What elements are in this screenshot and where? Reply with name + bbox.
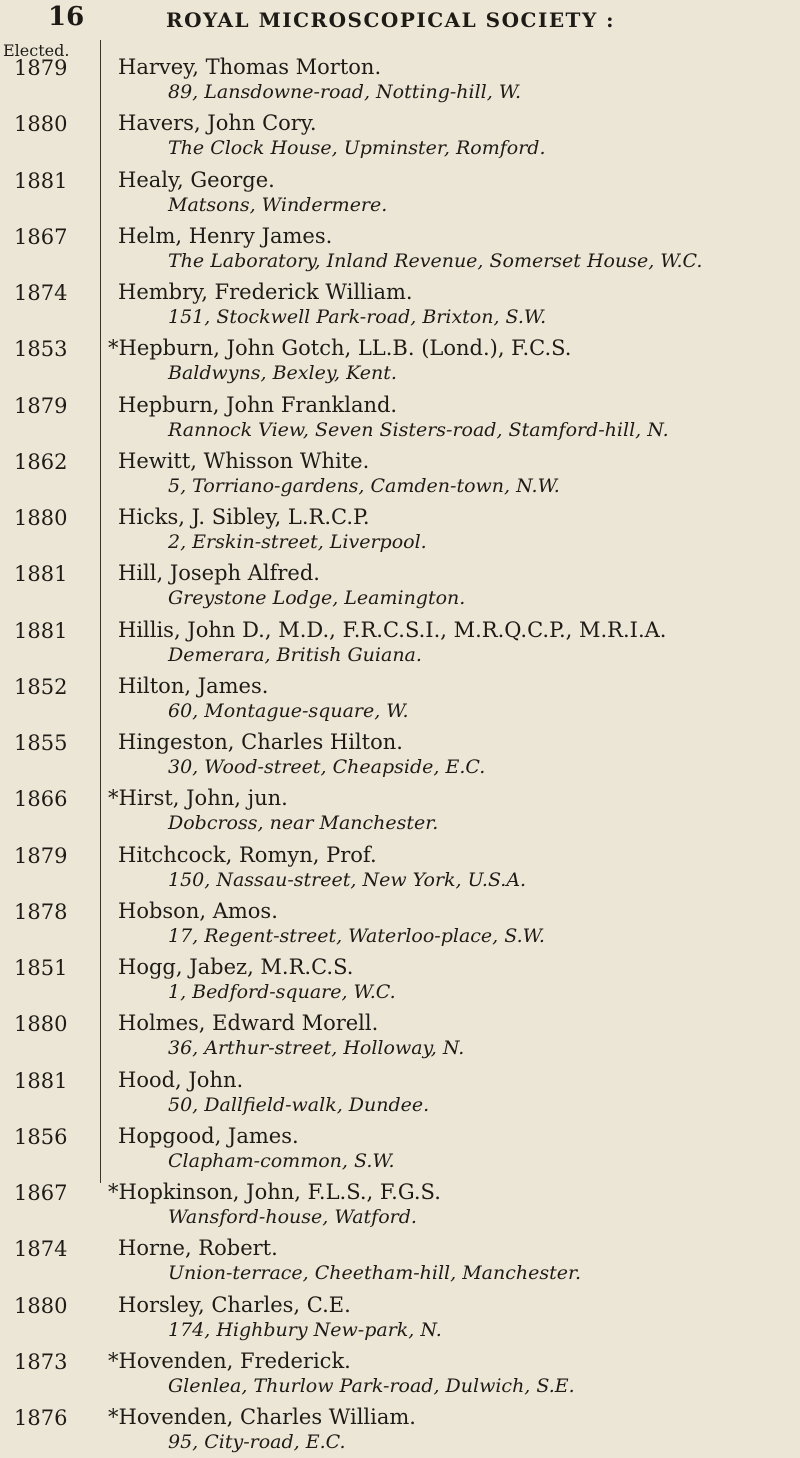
member-name: Hicks, J. Sibley, L.R.C.P. bbox=[118, 505, 370, 529]
member-address: 36, Arthur-street, Holloway, N. bbox=[168, 1037, 465, 1060]
member-name: Havers, John Cory. bbox=[118, 111, 317, 136]
member-name: Hobson, Amos. bbox=[118, 898, 278, 923]
election-year: 1880 bbox=[14, 506, 68, 530]
member-address: 89, Lansdowne-road, Notting-hill, W. bbox=[168, 81, 522, 103]
member-name: *Hovenden, Frederick. bbox=[108, 1348, 351, 1373]
member-name: Helm, Henry James. bbox=[118, 223, 333, 248]
member-entry bbox=[0, 558, 800, 614]
member-address: 95, City-road, E.C. bbox=[168, 1431, 346, 1453]
election-year: 1856 bbox=[14, 1124, 68, 1149]
member-address: 1, Bedford-square, W.C. bbox=[168, 981, 396, 1003]
member-address: Clapham-common, S.W. bbox=[168, 1149, 395, 1172]
member-name: Hingeston, Charles Hilton. bbox=[118, 730, 403, 754]
page-number: 16 bbox=[48, 2, 85, 32]
member-address: Glenlea, Thurlow Park-road, Dulwich, S.E. bbox=[168, 1374, 575, 1397]
member-address: 2, Erskin-street, Liverpool. bbox=[168, 531, 427, 553]
member-name: *Hirst, John, jun. bbox=[108, 786, 288, 811]
member-address: The Clock House, Upminster, Romford. bbox=[168, 137, 546, 160]
member-entry bbox=[0, 1121, 800, 1177]
member-entry bbox=[0, 671, 800, 727]
election-year: 1874 bbox=[14, 281, 68, 305]
member-address: Union-terrace, Cheetham-hill, Manchester. bbox=[168, 1262, 582, 1285]
member-name: Hembry, Frederick William. bbox=[118, 280, 413, 304]
member-address: Dobcross, near Manchester. bbox=[168, 812, 439, 835]
member-name: Holmes, Edward Morell. bbox=[118, 1011, 379, 1036]
election-year: 1880 bbox=[14, 112, 68, 137]
member-entry bbox=[0, 446, 800, 502]
member-entry bbox=[0, 277, 800, 333]
member-address: Greystone Lodge, Leamington. bbox=[168, 587, 466, 610]
member-entry bbox=[0, 1065, 800, 1121]
elected-column-heading: Elected. bbox=[3, 41, 70, 60]
election-year: 1879 bbox=[14, 56, 68, 80]
member-entry bbox=[0, 615, 800, 671]
member-address: 5, Torriano-gardens, Camden-town, N.W. bbox=[168, 474, 560, 497]
member-entry bbox=[0, 333, 800, 389]
member-name: Hopgood, James. bbox=[118, 1123, 299, 1148]
member-entry bbox=[0, 952, 800, 1008]
member-address: 17, Regent-street, Waterloo-place, S.W. bbox=[168, 924, 545, 947]
election-year: 1873 bbox=[14, 1349, 68, 1374]
member-entry bbox=[0, 221, 800, 277]
member-name: Horne, Robert. bbox=[118, 1236, 278, 1261]
page-header bbox=[28, 2, 788, 38]
running-title: ROYAL MICROSCOPICAL SOCIETY : bbox=[166, 8, 616, 32]
member-address: 151, Stockwell Park-road, Brixton, S.W. bbox=[168, 306, 547, 328]
election-year: 1862 bbox=[14, 449, 68, 474]
member-name: Hewitt, Whisson White. bbox=[118, 448, 370, 473]
member-entry bbox=[0, 108, 800, 164]
member-address: Matsons, Windermere. bbox=[168, 193, 388, 216]
member-address: Rannock View, Seven Sisters-road, Stamford-hill, N. bbox=[168, 418, 669, 441]
member-entry bbox=[0, 727, 800, 783]
member-list bbox=[0, 52, 800, 1458]
member-address: 174, Highbury New-park, N. bbox=[168, 1318, 442, 1341]
member-entry bbox=[0, 840, 800, 896]
member-entry bbox=[0, 165, 800, 221]
member-name: *Hovenden, Charles William. bbox=[108, 1405, 416, 1429]
election-year: 1866 bbox=[14, 787, 68, 812]
member-entry bbox=[0, 1233, 800, 1289]
election-year: 1876 bbox=[14, 1406, 68, 1430]
member-entry bbox=[0, 1008, 800, 1064]
election-year: 1851 bbox=[14, 956, 68, 980]
member-address: 150, Nassau-street, New York, U.S.A. bbox=[168, 868, 527, 891]
member-address: 30, Wood-street, Cheapside, E.C. bbox=[168, 756, 486, 778]
election-year: 1852 bbox=[14, 674, 68, 699]
member-name: Hilton, James. bbox=[118, 673, 269, 698]
election-year: 1874 bbox=[14, 1237, 68, 1262]
election-year: 1881 bbox=[14, 1068, 68, 1093]
election-year: 1867 bbox=[14, 1181, 68, 1205]
election-year: 1853 bbox=[14, 337, 68, 362]
member-entry bbox=[0, 1290, 800, 1346]
member-name: *Hepburn, John Gotch, LL.B. (Lond.), F.C.S. bbox=[108, 336, 572, 361]
member-entry bbox=[0, 1402, 800, 1458]
election-year: 1880 bbox=[14, 1012, 68, 1037]
member-address: 60, Montague-square, W. bbox=[168, 699, 409, 722]
member-name: Hitchcock, Romyn, Prof. bbox=[118, 842, 377, 867]
member-entry bbox=[0, 502, 800, 558]
member-address: Demerara, British Guiana. bbox=[168, 643, 422, 666]
member-entry bbox=[0, 1346, 800, 1402]
member-address: Baldwyns, Bexley, Kent. bbox=[168, 362, 397, 385]
member-entry bbox=[0, 896, 800, 952]
member-name: Hood, John. bbox=[118, 1067, 244, 1092]
member-address: The Laboratory, Inland Revenue, Somerset House, W.C. bbox=[168, 249, 703, 272]
member-name: Hepburn, John Frankland. bbox=[118, 392, 398, 417]
election-year: 1855 bbox=[14, 731, 68, 755]
member-name: Horsley, Charles, C.E. bbox=[118, 1292, 351, 1317]
election-year: 1881 bbox=[14, 168, 68, 193]
election-year: 1878 bbox=[14, 899, 68, 924]
election-year: 1881 bbox=[14, 562, 68, 587]
member-entry bbox=[0, 1177, 800, 1233]
election-year: 1880 bbox=[14, 1293, 68, 1318]
member-name: Healy, George. bbox=[118, 167, 275, 192]
member-name: Hillis, John D., M.D., F.R.C.S.I., M.R.Q.C.P., M.R.I.A. bbox=[118, 617, 667, 642]
member-address: Wansford-house, Watford. bbox=[168, 1206, 417, 1228]
election-year: 1867 bbox=[14, 224, 68, 249]
election-year: 1881 bbox=[14, 618, 68, 643]
member-entry bbox=[0, 783, 800, 839]
election-year: 1879 bbox=[14, 393, 68, 418]
election-year: 1879 bbox=[14, 843, 68, 868]
member-entry bbox=[0, 390, 800, 446]
member-name: Harvey, Thomas Morton. bbox=[118, 55, 382, 79]
member-address: 50, Dallfield-walk, Dundee. bbox=[168, 1093, 430, 1116]
member-name: Hogg, Jabez, M.R.C.S. bbox=[118, 955, 354, 979]
member-name: *Hopkinson, John, F.L.S., F.G.S. bbox=[108, 1180, 441, 1204]
member-entry bbox=[0, 52, 800, 108]
member-name: Hill, Joseph Alfred. bbox=[118, 561, 320, 586]
